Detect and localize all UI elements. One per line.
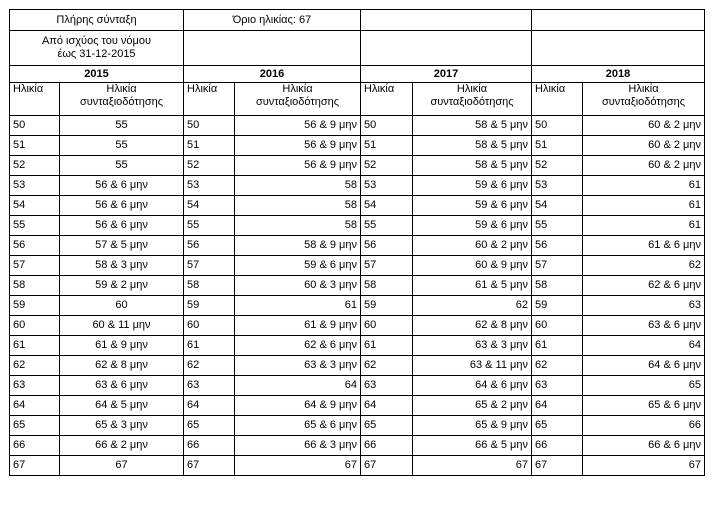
- age-2016-cell: 63: [184, 376, 235, 396]
- pension-age-2015-cell: 59 & 2 μην: [60, 276, 184, 296]
- age-2016-cell: 64: [184, 396, 235, 416]
- pension-age-2016-cell: 58: [235, 196, 361, 216]
- age-2018-cell: 65: [532, 416, 583, 436]
- age-2017-cell: 51: [361, 136, 413, 156]
- table-row: [10, 256, 705, 276]
- age-2017-cell: 50: [361, 116, 413, 136]
- pension-age-2018-cell: 66: [583, 416, 705, 436]
- header-line: συνταξιοδότησης: [255, 96, 340, 108]
- empty-cell: [361, 31, 532, 66]
- table-row: [10, 136, 705, 156]
- header-line: Ηλικία: [456, 83, 488, 95]
- age-2017-cell: 63: [361, 376, 413, 396]
- age-2015-cell: 57: [10, 256, 60, 276]
- age-2015-cell: 60: [10, 316, 60, 336]
- age-2017-cell: 67: [361, 456, 413, 476]
- pension-age-2015-cell: 57 & 5 μην: [60, 236, 184, 256]
- pension-age-2017-cell: 60 & 2 μην: [413, 236, 532, 256]
- age-2016-cell: 56: [184, 236, 235, 256]
- age-2015-cell: 64: [10, 396, 60, 416]
- age-2017-cell: 52: [361, 156, 413, 176]
- empty-cell: [184, 31, 361, 66]
- pension-age-2018-cell: 60 & 2 μην: [583, 136, 705, 156]
- age-limit-cell: Όριο ηλικίας: 67: [184, 10, 361, 31]
- pension-age-2015-cell: 67: [60, 456, 184, 476]
- table-row: [10, 376, 705, 396]
- pension-age-2016-cell: 62 & 6 μην: [235, 336, 361, 356]
- age-2017-cell: 61: [361, 336, 413, 356]
- pension-age-2016-cell: 67: [235, 456, 361, 476]
- age-2016-cell: 50: [184, 116, 235, 136]
- pension-age-2016-cell: 64 & 9 μην: [235, 396, 361, 416]
- age-2015-cell: 52: [10, 156, 60, 176]
- table-row: [10, 456, 705, 476]
- table-row: [10, 396, 705, 416]
- pension-age-2015-cell: 56 & 6 μην: [60, 176, 184, 196]
- age-2015-cell: 62: [10, 356, 60, 376]
- full-pension-cell: Πλήρης σύνταξη: [10, 10, 184, 31]
- age-2017-cell: 62: [361, 356, 413, 376]
- table-row: [10, 156, 705, 176]
- law-row: [10, 31, 705, 66]
- empty-cell: [361, 10, 532, 31]
- year-header-row: [10, 66, 705, 83]
- pension-age-2016-cell: 63 & 3 μην: [235, 356, 361, 376]
- age-2018-cell: 67: [532, 456, 583, 476]
- age-2016-cell: 67: [184, 456, 235, 476]
- table-row: [10, 276, 705, 296]
- pension-age-2016-cell: 61: [235, 296, 361, 316]
- header-line: Ηλικία: [628, 83, 659, 95]
- table-row: [10, 216, 705, 236]
- pension-age-2015-cell: 65 & 3 μην: [60, 416, 184, 436]
- pension-age-2017-cell: 58 & 5 μην: [413, 136, 532, 156]
- age-2018-cell: 50: [532, 116, 583, 136]
- age-2017-cell: 56: [361, 236, 413, 256]
- table-row: [10, 196, 705, 216]
- age-2015-cell: 65: [10, 416, 60, 436]
- age-2015-cell: 63: [10, 376, 60, 396]
- table-row: [10, 436, 705, 456]
- age-2016-cell: 55: [184, 216, 235, 236]
- empty-cell: [532, 10, 705, 31]
- age-2016-cell: 65: [184, 416, 235, 436]
- pension-age-2018-cell: 61: [583, 216, 705, 236]
- age-2017-cell: 60: [361, 316, 413, 336]
- pension-age-2015-cell: 64 & 5 μην: [60, 396, 184, 416]
- pension-age-2017-cell: 62: [413, 296, 532, 316]
- age-2017-cell: 58: [361, 276, 413, 296]
- pension-age-2018-cell: 62 & 6 μην: [583, 276, 705, 296]
- pension-age-2017-cell: 58 & 5 μην: [413, 156, 532, 176]
- pension-age-2017-cell: 58 & 5 μην: [413, 116, 532, 136]
- header-line: Ηλικία: [106, 83, 137, 95]
- pension-age-2016-cell: 56 & 9 μην: [235, 136, 361, 156]
- pension-age-2016-cell: 56 & 9 μην: [235, 116, 361, 136]
- age-2017-cell: 54: [361, 196, 413, 216]
- age-2016-cell: 54: [184, 196, 235, 216]
- pension-age-2017-cell: 66 & 5 μην: [413, 436, 532, 456]
- pension-age-2017-cell: 65 & 9 μην: [413, 416, 532, 436]
- age-2016-cell: 66: [184, 436, 235, 456]
- age-2018-cell: 58: [532, 276, 583, 296]
- age-2016-cell: 58: [184, 276, 235, 296]
- year-header-2017: 2017: [361, 66, 532, 83]
- pension-age-2018-cell: 66 & 6 μην: [583, 436, 705, 456]
- pension-age-2015-cell: 55: [60, 156, 184, 176]
- age-2015-cell: 50: [10, 116, 60, 136]
- pension-age-2016-cell: 66 & 3 μην: [235, 436, 361, 456]
- pension-age-2017-cell: 63 & 11 μην: [413, 356, 532, 376]
- age-2018-cell: 56: [532, 236, 583, 256]
- law-period-cell: [10, 31, 184, 66]
- pension-age-2017-cell: 67: [413, 456, 532, 476]
- age-2018-cell: 63: [532, 376, 583, 396]
- pension-age-2016-cell: 58: [235, 176, 361, 196]
- age-2018-cell: 62: [532, 356, 583, 376]
- age-2016-cell: 51: [184, 136, 235, 156]
- age-2015-cell: 66: [10, 436, 60, 456]
- pension-age-2015-cell: 62 & 8 μην: [60, 356, 184, 376]
- age-2016-cell: 53: [184, 176, 235, 196]
- age-2016-cell: 61: [184, 336, 235, 356]
- pension-age-2018-cell: 61 & 6 μην: [583, 236, 705, 256]
- pension-age-2016-cell: 60 & 3 μην: [235, 276, 361, 296]
- age-2018-cell: 54: [532, 196, 583, 216]
- age-column-header: Ηλικία: [361, 83, 413, 116]
- pension-age-2017-cell: 63 & 3 μην: [413, 336, 532, 356]
- pension-age-2018-cell: 65 & 6 μην: [583, 396, 705, 416]
- table-row: [10, 296, 705, 316]
- pension-age-2017-cell: 62 & 8 μην: [413, 316, 532, 336]
- age-2017-cell: 64: [361, 396, 413, 416]
- pension-age-table: [9, 9, 705, 476]
- age-column-header: Ηλικία: [184, 83, 235, 116]
- age-2015-cell: 53: [10, 176, 60, 196]
- pension-age-2015-cell: 56 & 6 μην: [60, 216, 184, 236]
- age-2015-cell: 67: [10, 456, 60, 476]
- pension-age-column-header: [583, 83, 705, 116]
- pension-age-2015-cell: 55: [60, 116, 184, 136]
- age-2018-cell: 57: [532, 256, 583, 276]
- year-header-2018: 2018: [532, 66, 705, 83]
- age-2015-cell: 54: [10, 196, 60, 216]
- year-header-2016: 2016: [184, 66, 361, 83]
- pension-age-column-header: [235, 83, 361, 116]
- age-2015-cell: 58: [10, 276, 60, 296]
- age-2017-cell: 55: [361, 216, 413, 236]
- law-period-line: έως 31-12-2015: [57, 48, 136, 60]
- info-row: [10, 10, 705, 31]
- age-2017-cell: 53: [361, 176, 413, 196]
- pension-age-2018-cell: 64 & 6 μην: [583, 356, 705, 376]
- pension-age-2017-cell: 59 & 6 μην: [413, 176, 532, 196]
- pension-age-2018-cell: 60 & 2 μην: [583, 116, 705, 136]
- age-2018-cell: 53: [532, 176, 583, 196]
- age-2017-cell: 66: [361, 436, 413, 456]
- pension-age-2018-cell: 67: [583, 456, 705, 476]
- pension-age-2017-cell: 59 & 6 μην: [413, 196, 532, 216]
- age-2018-cell: 60: [532, 316, 583, 336]
- pension-age-2016-cell: 58: [235, 216, 361, 236]
- pension-age-2018-cell: 60 & 2 μην: [583, 156, 705, 176]
- pension-age-2018-cell: 64: [583, 336, 705, 356]
- pension-age-2015-cell: 66 & 2 μην: [60, 436, 184, 456]
- age-2018-cell: 51: [532, 136, 583, 156]
- table-row: [10, 336, 705, 356]
- pension-age-2016-cell: 65 & 6 μην: [235, 416, 361, 436]
- pension-age-2016-cell: 58 & 9 μην: [235, 236, 361, 256]
- age-2016-cell: 62: [184, 356, 235, 376]
- pension-age-2018-cell: 61: [583, 176, 705, 196]
- age-2018-cell: 52: [532, 156, 583, 176]
- pension-age-2016-cell: 64: [235, 376, 361, 396]
- pension-age-2018-cell: 61: [583, 196, 705, 216]
- pension-age-2016-cell: 56 & 9 μην: [235, 156, 361, 176]
- pension-age-2015-cell: 55: [60, 136, 184, 156]
- table-body: [10, 116, 705, 476]
- table-row: [10, 116, 705, 136]
- pension-age-2018-cell: 62: [583, 256, 705, 276]
- pension-age-column-header: [60, 83, 184, 116]
- pension-age-2015-cell: 63 & 6 μην: [60, 376, 184, 396]
- pension-age-2015-cell: 60 & 11 μην: [60, 316, 184, 336]
- pension-age-2015-cell: 56 & 6 μην: [60, 196, 184, 216]
- pension-age-2016-cell: 61 & 9 μην: [235, 316, 361, 336]
- pension-age-2015-cell: 61 & 9 μην: [60, 336, 184, 356]
- pension-age-2017-cell: 65 & 2 μην: [413, 396, 532, 416]
- age-2015-cell: 51: [10, 136, 60, 156]
- age-2015-cell: 56: [10, 236, 60, 256]
- age-2017-cell: 59: [361, 296, 413, 316]
- age-2016-cell: 60: [184, 316, 235, 336]
- age-2017-cell: 65: [361, 416, 413, 436]
- empty-cell: [532, 31, 705, 66]
- law-period-line: Από ισχύος του νόμου: [41, 35, 152, 47]
- age-2018-cell: 64: [532, 396, 583, 416]
- age-2018-cell: 61: [532, 336, 583, 356]
- table-row: [10, 176, 705, 196]
- age-2016-cell: 57: [184, 256, 235, 276]
- pension-age-2017-cell: 59 & 6 μην: [413, 216, 532, 236]
- pension-age-2017-cell: 61 & 5 μην: [413, 276, 532, 296]
- pension-age-2018-cell: 63: [583, 296, 705, 316]
- table-row: [10, 416, 705, 436]
- age-2015-cell: 59: [10, 296, 60, 316]
- age-2015-cell: 61: [10, 336, 60, 356]
- pension-age-2018-cell: 63 & 6 μην: [583, 316, 705, 336]
- table-row: [10, 316, 705, 336]
- table-row: [10, 356, 705, 376]
- age-2018-cell: 55: [532, 216, 583, 236]
- header-line: συνταξιοδότησης: [601, 96, 686, 108]
- age-2016-cell: 59: [184, 296, 235, 316]
- pension-age-2018-cell: 65: [583, 376, 705, 396]
- age-2015-cell: 55: [10, 216, 60, 236]
- age-2016-cell: 52: [184, 156, 235, 176]
- pension-age-2016-cell: 59 & 6 μην: [235, 256, 361, 276]
- age-column-header: Ηλικία: [10, 83, 60, 116]
- pension-age-2017-cell: 64 & 6 μην: [413, 376, 532, 396]
- column-header-row: [10, 83, 705, 116]
- header-line: συνταξιοδότησης: [430, 96, 514, 108]
- pension-age-2015-cell: 60: [60, 296, 184, 316]
- age-column-header: Ηλικία: [532, 83, 583, 116]
- pension-age-column-header: [413, 83, 532, 116]
- table-row: [10, 236, 705, 256]
- year-header-2015: 2015: [10, 66, 184, 83]
- pension-age-2015-cell: 58 & 3 μην: [60, 256, 184, 276]
- pension-age-2017-cell: 60 & 9 μην: [413, 256, 532, 276]
- age-2018-cell: 66: [532, 436, 583, 456]
- age-2018-cell: 59: [532, 296, 583, 316]
- header-line: συνταξιοδότησης: [79, 96, 164, 108]
- age-2017-cell: 57: [361, 256, 413, 276]
- header-line: Ηλικία: [282, 83, 313, 95]
